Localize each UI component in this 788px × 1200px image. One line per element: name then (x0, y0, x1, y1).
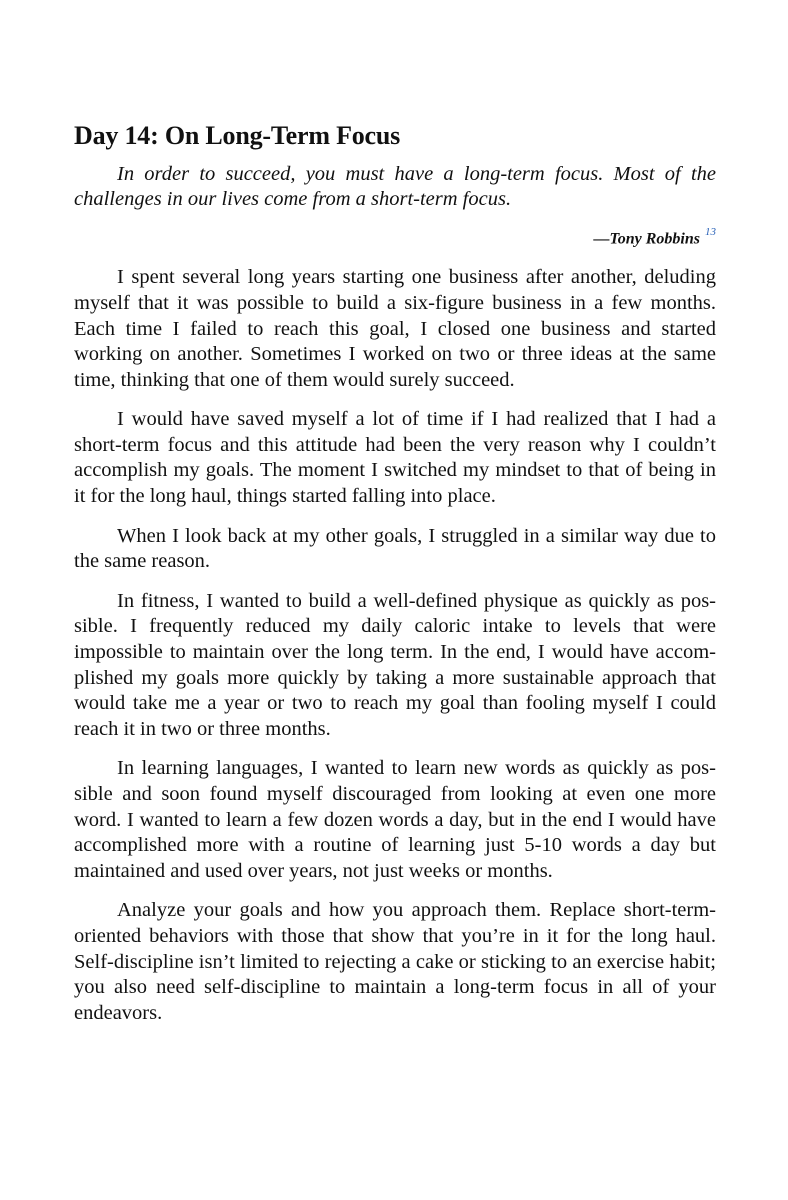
footnote-reference-link[interactable]: 13 (705, 226, 716, 238)
body-paragraph: In fitness, I wanted to build a well-defined physique as quickly as possible. I frequently reduced my daily caloric intake to levels that were impossible to maintain over the long term. In the end, I would have accomplished my goals more quickly by taking a more sustainable approach that would take me a year or two to reach my goal than fooling myself I could reach it in two or three months. (74, 589, 716, 740)
epigraph-author: —Tony Robbins (593, 230, 700, 248)
epigraph-attribution (74, 222, 716, 251)
body-paragraph: I would have saved myself a lot of time if I had realized that I had a short-term focus and this attitude had been the very reason why I couldn’t accomplish my goals. The moment I switched my mindset to that of being in it for the long haul, things started falling into place. (74, 408, 716, 508)
chapter-body (74, 265, 716, 1026)
body-paragraph: Analyze your goals and how you approach them. Replace short-term-oriented behaviors with those that show that you’re in it for the long haul. Self-discipline isn’t limited to rejecting a cake or sticking to an exercise habit; you also need self-discipline to maintain a long-term focus in all of your endeavors. (74, 899, 716, 1024)
body-paragraph: When I look back at my other goals, I struggled in a similar way due to the same reason. (74, 524, 716, 573)
book-page (74, 118, 716, 1040)
body-paragraph: I spent several long years starting one business after another, deluding myself that it was possible to build a six-figure business in a few months. Each time I failed to reach this goal, I closed one business and started working on another. Sometimes I worked on two or three ideas at the same time, thinking that one of them would surely succeed. (74, 266, 716, 391)
body-paragraph: In learning languages, I wanted to learn new words as quickly as possible and soon found myself discouraged from looking at even one more word. I wanted to learn a few dozen words a day, but in the end I would have accomplished more with a routine of learning just 5-10 words a day but maintained and used over years, not just weeks or months. (74, 757, 716, 882)
epigraph-quote: In order to succeed, you must have a long-term focus. Most of the challenges in our lives come from a short-term focus. (74, 163, 716, 210)
chapter-title: Day 14: On Long-Term Focus (74, 121, 401, 150)
